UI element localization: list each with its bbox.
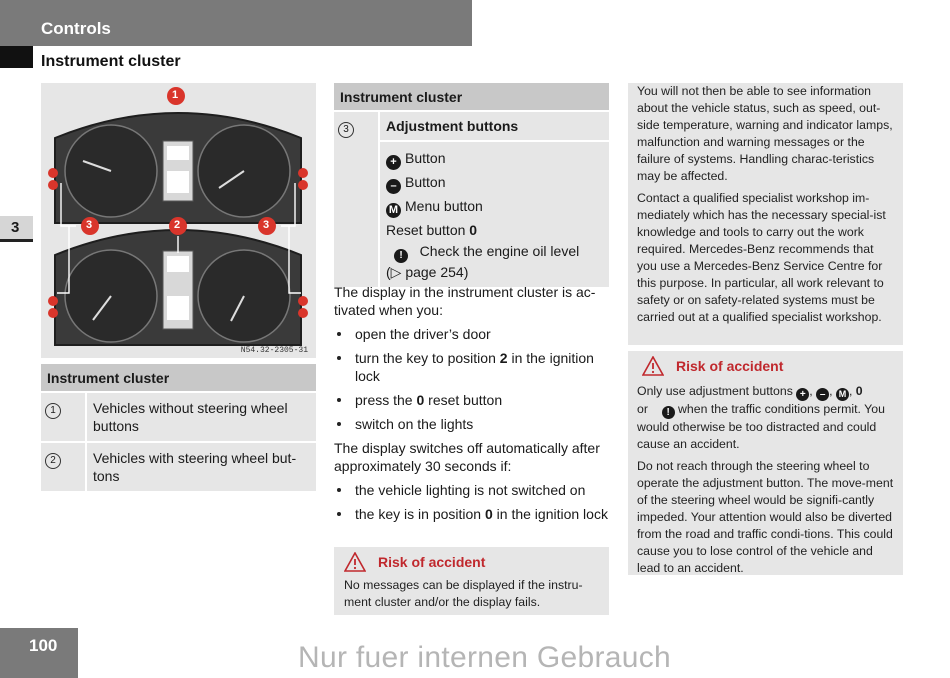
instrument-cluster-table-left xyxy=(41,364,316,491)
header-marker xyxy=(0,46,33,68)
reset-key: 0 xyxy=(469,222,478,238)
table-row xyxy=(41,441,316,491)
warning-title: Risk of accident xyxy=(378,553,486,570)
item-label: Menu button xyxy=(405,198,483,214)
plus-icon: + xyxy=(386,155,401,170)
info-box-right xyxy=(628,83,903,345)
warning-triangle-icon xyxy=(344,552,366,572)
row-text: Vehicles with steering wheel but-tons xyxy=(85,443,316,491)
chapter-tab[interactable]: 3 xyxy=(0,216,33,242)
minus-button-item xyxy=(386,170,603,194)
warning-text: No messages can be displayed if the instru-ment cluster and/or the display fails. xyxy=(344,578,583,609)
intro-paragraph: The display in the instrument cluster is ac-tivated when you: xyxy=(334,284,596,318)
header-title: Controls xyxy=(41,19,111,38)
item-label: Button xyxy=(405,150,446,166)
menu-icon: M xyxy=(386,203,401,218)
callout-2: 2 xyxy=(174,219,181,231)
info-paragraph-2: Contact a qualified specialist workshop im-mediately which has the necessary special-ist knowledge and tools to carry out the work required. Mercedes-Benz recommends that you use a Mercedes-Benz Service Centre for this purpose. In particular, all work relevant to safety or on safety-related systems must be carried out at a qualified specialist workshop. xyxy=(637,191,886,324)
row-text: Vehicles without steering wheel buttons xyxy=(85,393,316,441)
warning-triangle-icon xyxy=(642,356,664,376)
oil-check-item xyxy=(386,242,603,263)
minus-icon: – xyxy=(386,179,401,194)
table-row xyxy=(41,391,316,441)
item-label: Reset button xyxy=(386,222,470,238)
page-reference: (▷ page 254) xyxy=(386,264,469,280)
callout-3-right: 3 xyxy=(263,219,270,231)
instrument-cluster-figure xyxy=(41,83,316,358)
page-number: 100 xyxy=(29,636,58,655)
warning-paragraph-1: Only use adjustment buttons + , – , M , 0 or ! when the traffic conditions permit. You would otherwise be too distracted and could cause an accident. xyxy=(637,384,885,451)
activation-list xyxy=(334,325,614,439)
warning-box-right xyxy=(628,351,903,575)
menu-icon: M xyxy=(836,388,849,401)
row-number: 2 xyxy=(45,453,61,469)
plus-icon: + xyxy=(796,388,809,401)
row-number: 3 xyxy=(338,122,354,138)
oil-can-icon: ! xyxy=(394,249,408,263)
switch-off-list xyxy=(334,481,614,529)
list-item: the key is in position 0 in the ignition lock xyxy=(334,505,614,523)
section-title: Instrument cluster xyxy=(41,53,181,70)
row-number: 1 xyxy=(45,403,61,419)
plus-button-item xyxy=(386,146,603,170)
figure-id: N54.32-2305-31 xyxy=(240,346,308,355)
info-paragraph-1: You will not then be able to see information about the vehicle status, such as speed, out-side temperature, warning and indicator lamps, malfunction and warning messages or the failure of systems. Handling charac-teristics may be affected. xyxy=(637,84,893,183)
switch-off-paragraph: The display switches off automatically after approximately 30 seconds if: xyxy=(334,440,600,474)
list-item: press the 0 reset button xyxy=(334,391,614,409)
menu-button-item xyxy=(386,194,603,218)
oil-can-icon: ! xyxy=(662,406,675,419)
minus-icon: – xyxy=(816,388,829,401)
warning-box-mid xyxy=(334,547,609,615)
warning-paragraph-2: Do not reach through the steering wheel to operate the adjustment button. The move-ment of the steering wheel would be signifi-cantly impeded. Your attention would also be diverted from the road and traffic condi-tions. This could cause you to lose control of the vehicle and lead to an accident. xyxy=(637,459,894,575)
watermark: Nur fuer internen Gebrauch xyxy=(298,641,671,674)
list-item: turn the key to position 2 in the ignition lock xyxy=(334,349,614,385)
table-header: Instrument cluster xyxy=(334,83,609,110)
instrument-cluster-table-mid xyxy=(334,83,609,287)
list-item: open the driver’s door xyxy=(334,325,614,343)
list-item: the vehicle lighting is not switched on xyxy=(334,481,614,499)
reset-button-item xyxy=(386,218,603,242)
list-item: switch on the lights xyxy=(334,415,614,433)
item-label: Button xyxy=(405,174,446,190)
adjustment-buttons-title: Adjustment buttons xyxy=(380,112,609,142)
oil-text: Check the engine oil level xyxy=(419,243,580,259)
callout-3-left: 3 xyxy=(86,219,93,231)
table-row xyxy=(334,110,609,287)
table-header: Instrument cluster xyxy=(41,364,316,391)
callout-1: 1 xyxy=(172,89,179,101)
warning-title: Risk of accident xyxy=(676,357,784,374)
